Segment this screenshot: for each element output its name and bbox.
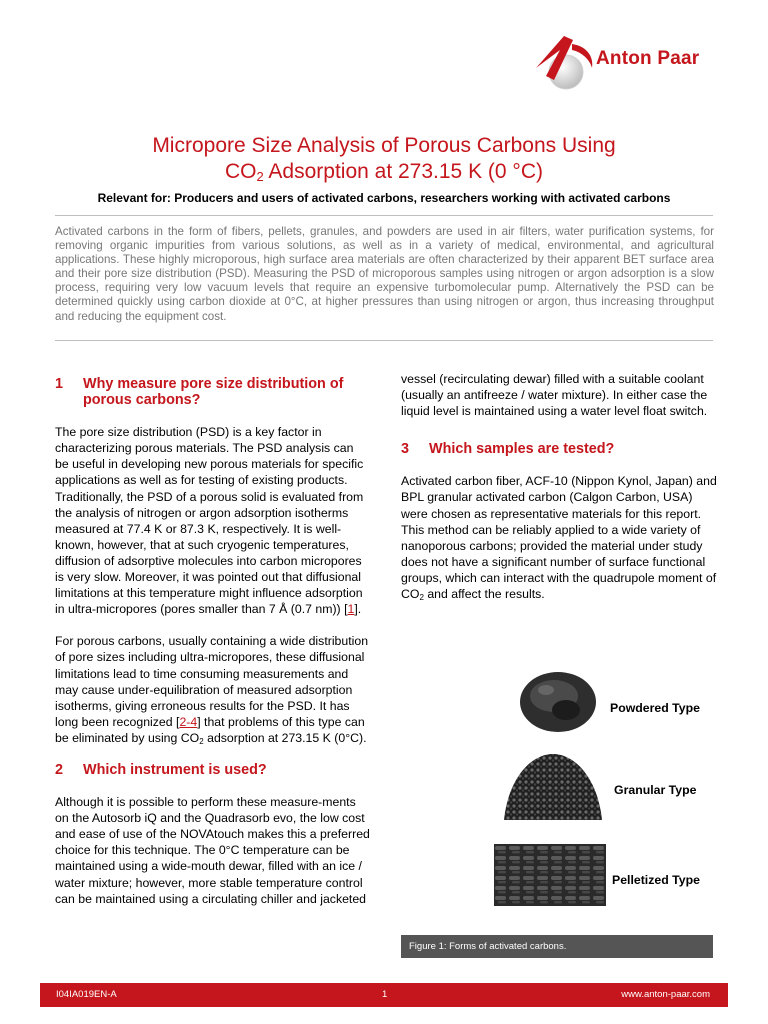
- reference-link[interactable]: 1: [347, 602, 355, 617]
- page-title: Micropore Size Analysis of Porous Carbons Using $CO_2$ Adsorption at 273.15 K (0 °C): [152, 134, 616, 184]
- section-heading-2: 2 Which instrument is used?: [55, 761, 267, 778]
- website-link[interactable]: www.anton-paar.com: [621, 989, 710, 1000]
- figure-samples: [488, 660, 718, 930]
- pelletized-carbon-image: [494, 844, 606, 906]
- paragraph: Although it is possible to perform these measure-ments on the Autosorb iQ and the Quadrasorb evo, the low cost and ease of use of the NOVAtouch makes this a preferred choice for this technique. The 0°C temperature can be maintained using a wide-mouth dewar, filled with an ice / water mixture; however, more stable temperature control can be maintained using a circulating chiller and jacketed: [55, 795, 370, 906]
- paragraph: For porous carbons, usually containing a wide distribution of pore sizes including ultra-micropores, these diffusional limitations lead to time consuming measurements and may cause under-equilibration of measured adsorption isotherms, giving erroneous results for the PSD. It has long been recognized [2-4] that problems of this type can be eliminated by using $CO_2$ adsorption at 273.15 K (0°C).: [55, 634, 369, 746]
- divider-bottom: [55, 340, 713, 341]
- granular-type-label: Granular Type: [614, 783, 697, 797]
- page-footer: [40, 983, 728, 1007]
- paragraph: vessel (recirculating dewar) filled with a suitable coolant (usually an antifreeze / water mixture). In either case the liquid level is maintained using a water level float switch.: [401, 372, 708, 419]
- divider-top: [55, 215, 713, 216]
- figure-caption: Figure 1: Forms of activated carbons.: [401, 935, 713, 958]
- paragraph: The pore size distribution (PSD) is a key factor in characterizing porous materials. The PSD analysis can be useful in developing new porous materials for specific applications as well as for testing of existing products. Traditionally, the PSD of a porous solid is evaluated from the analysis of nitrogen or argon adsorption isotherms measured at 77.4 K or 87.3 K, respectively. It is well-known, however, that at such cryogenic temperatures, diffusion of adsorptive molecules into carbon micropores is very slow. Moreover, it was pointed out that diffusional limitations at this temperature might influence adsorption in ultra-micropores (pores smaller than 7 Å (0.7 nm)) [1].: [55, 425, 364, 617]
- granular-carbon-image: [500, 750, 606, 820]
- reference-link[interactable]: 2-4: [179, 714, 198, 729]
- page-number: 1: [382, 989, 388, 1000]
- brand-name: Anton Paar: [596, 48, 700, 69]
- pelletized-type-label: Pelletized Type: [612, 873, 700, 887]
- relevant-for: Relevant for: Producers and users of activated carbons, researchers working with activated carbons: [97, 191, 671, 205]
- paragraph: Activated carbon fiber, ACF-10 (Nippon Kynol, Japan) and BPL granular activated carbon (Calgon Carbon, USA) were chosen as representative materials for this report. This method can be reliably applied to a wide variety of nanoporous carbons; provided the material under study does not have a significant number of surface functional groups, which can interact with the quadrupole moment of $CO_2$ and affect the results.: [401, 474, 717, 603]
- logo-mark-icon: [520, 30, 600, 100]
- intro-abstract: Activated carbons in the form of fibers, pellets, granules, and powders are used in air filters, water purification systems, for removing organic impurities from various solutions, as well as in a variety of medical, environmental, and agricultural applications. These highly microporous, high surface area materials are often characterized by their apparent BET surface area and their pore size distribution (PSD). Measuring the PSD of microporous samples using nitrogen or argon adsorption is a slow process, requiring very low vacuum levels that require an expensive turbomolecular pump. Alternatively the PSD can be determined quickly using carbon dioxide at 0°C, at higher pressures than using nitrogen or argon, thus increasing throughput and reducing the equipment cost.: [55, 225, 714, 323]
- powdered-type-label: Powdered Type: [610, 701, 700, 715]
- left-column: [55, 376, 370, 907]
- right-column: [401, 371, 721, 602]
- document-id: I04IA019EN-A: [56, 989, 117, 1000]
- powdered-carbon-image: [518, 666, 598, 734]
- section-heading-3: 3 Which samples are tested?: [401, 441, 615, 458]
- section-heading-1: 1 Why measure pore size distribution of porous carbons?: [55, 376, 344, 409]
